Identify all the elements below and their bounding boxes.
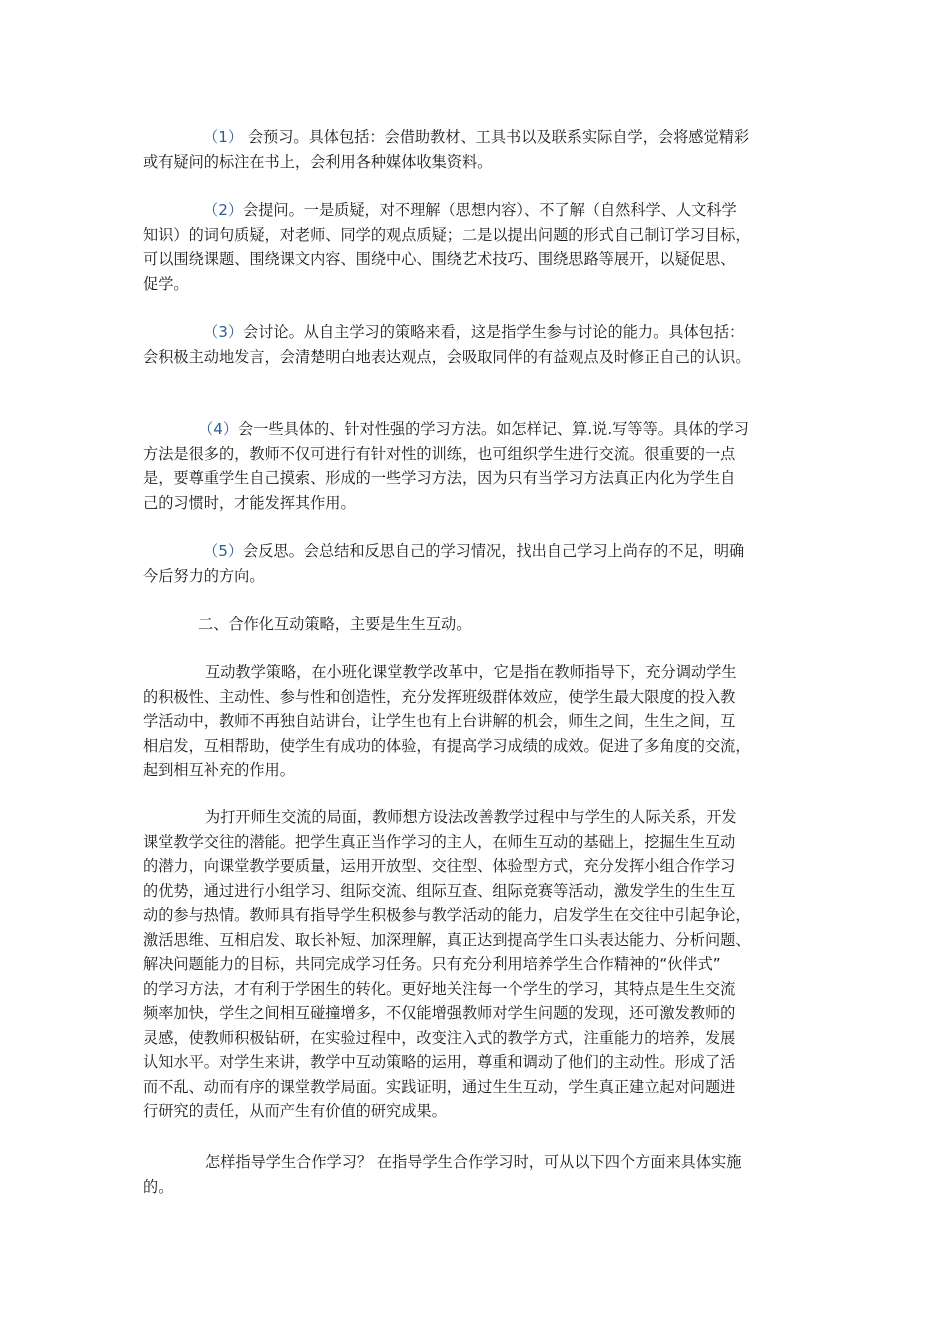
- paragraph-line: 起到相互补充的作用。: [143, 761, 295, 779]
- paragraph-line: 方法是很多的，教师不仅可进行有针对性的训练，也可组织学生进行交流。很重要的一点: [143, 444, 736, 463]
- paragraph-line: 互动教学策略，在小班化课堂教学改革中，它是指在教师指导下，充分调动学生: [205, 663, 737, 681]
- paragraph-line: 认知水平。对学生来讲，教学中互动策略的运用，尊重和调动了他们的主动性。形成了活: [143, 1053, 736, 1071]
- paragraph-line: 怎样指导学生合作学习？ 在指导学生合作学习时，可从以下四个方面来具体实施: [205, 1153, 742, 1171]
- paragraph-line: 会积极主动地发言，会清楚明白地表达观点，会吸取同伴的有益观点及时修正自己的认识。: [143, 347, 751, 366]
- paragraph-2: [143, 198, 808, 296]
- paragraph-line: 的优势，通过进行小组学习、组际交流、组际互查、组际竞赛等活动，激发学生的生生互: [143, 881, 736, 900]
- paragraph-line: （3）会讨论。从自主学习的策略来看，这是指学生参与讨论的能力。具体包括：: [203, 323, 745, 341]
- paragraph-line: 己的习惯时，才能发挥其作用。: [143, 493, 356, 512]
- paragraph-line: 而不乱、动而有序的课堂教学局面。实践证明，通过生生互动，学生真正建立起对问题进: [143, 1077, 736, 1096]
- paragraph-line: 频率加快，学生之间相互碰撞增多，不仅能增强教师对学生问题的发现，还可激发教师的: [143, 1004, 736, 1022]
- paragraph-line: （2）会提问。一是质疑，对不理解（思想内容）、不了解（自然科学、人文科学: [203, 201, 737, 219]
- paragraph-line: 促学。: [143, 274, 189, 293]
- enumeration-marker: （4）: [198, 420, 239, 438]
- enumeration-marker: （1）: [203, 128, 244, 146]
- paragraph-5: [143, 539, 808, 588]
- enumeration-marker: （3）: [203, 323, 244, 341]
- paragraph-line: 可以围绕课题、围绕课文内容、围绕中心、围绕艺术技巧、围绕思路等展开，以疑促思、: [143, 250, 736, 268]
- paragraph-7: [143, 660, 808, 783]
- paragraph-line: 为打开师生交流的局面，教师想方设法改善教学过程中与学生的人际关系，开发: [205, 808, 737, 826]
- paragraph-line: 或有疑问的标注在书上，会利用各种媒体收集资料。: [143, 152, 493, 171]
- heading-line: 二、合作化互动策略，主要是生生互动。: [198, 615, 472, 633]
- paragraph-line: 的潜力，向课堂教学要质量，运用开放型、交往型、体验型方式，充分发挥小组合作学习: [143, 857, 736, 875]
- enumeration-marker: （5）: [203, 542, 244, 560]
- paragraph-3: [143, 320, 808, 369]
- paragraph-line: 知识）的词句质疑，对老师、同学的观点质疑；二是以提出问题的形式自己制订学习目标，: [143, 225, 751, 244]
- paragraph-line: 的。: [143, 1177, 174, 1196]
- paragraph-line: 行研究的责任，从而产生有价值的研究成果。: [143, 1102, 447, 1120]
- paragraph-line: （5）会反思。会总结和反思自己的学习情况，找出自己学习上尚存的不足，明确: [203, 542, 745, 560]
- paragraph-4: [143, 417, 808, 515]
- paragraph-line: 学活动中，教师不再独自站讲台，让学生也有上台讲解的机会，师生之间，生生之间，互: [143, 712, 736, 730]
- paragraph-line: 的学习方法，才有利于学困生的转化。更好地关注每一个学生的学习，其特点是生生交流: [143, 979, 736, 998]
- paragraph-9: [143, 1150, 808, 1199]
- paragraph-line: 灵感，使教师积极钻研，在实验过程中，改变注入式的教学方式，注重能力的培养，发展: [143, 1028, 736, 1047]
- paragraph-line: 今后努力的方向。: [143, 566, 265, 585]
- paragraph-line: 课堂教学交往的潜能。把学生真正当作学习的主人，在师生互动的基础上，挖掘生生互动: [143, 832, 736, 851]
- paragraph-line: 动的参与热情。教师具有指导学生积极参与教学活动的能力，启发学生在交往中引起争论，: [143, 906, 751, 924]
- paragraph-line: 是，要尊重学生自己摸索、形成的一些学习方法，因为只有当学习方法真正内化为学生自: [143, 469, 736, 487]
- paragraph-line: （1） 会预习。具体包括：会借助教材、工具书以及联系实际自学，会将感觉精彩: [203, 128, 750, 146]
- enumeration-marker: （2）: [203, 201, 244, 219]
- paragraph-line: 的积极性、主动性、参与性和创造性，充分发挥班级群体效应，使学生最大限度的投入教: [143, 687, 736, 706]
- paragraph-1: [143, 125, 808, 174]
- paragraph-line: 激活思维、互相启发、取长补短、加深理解，真正达到提高学生口头表达能力、分析问题、: [143, 930, 751, 949]
- paragraph-8: [143, 805, 808, 1124]
- paragraph-line: （4）会一些具体的、针对性强的学习方法。如怎样记、算.说.写等等。具体的学习: [198, 420, 749, 438]
- section-heading: [143, 612, 808, 637]
- paragraph-line: 解决问题能力的目标，共同完成学习任务。只有充分利用培养学生合作精神的“伙伴式”: [143, 955, 721, 973]
- paragraph-line: 相启发，互相帮助，使学生有成功的体验，有提高学习成绩的成效。促进了多角度的交流，: [143, 736, 751, 755]
